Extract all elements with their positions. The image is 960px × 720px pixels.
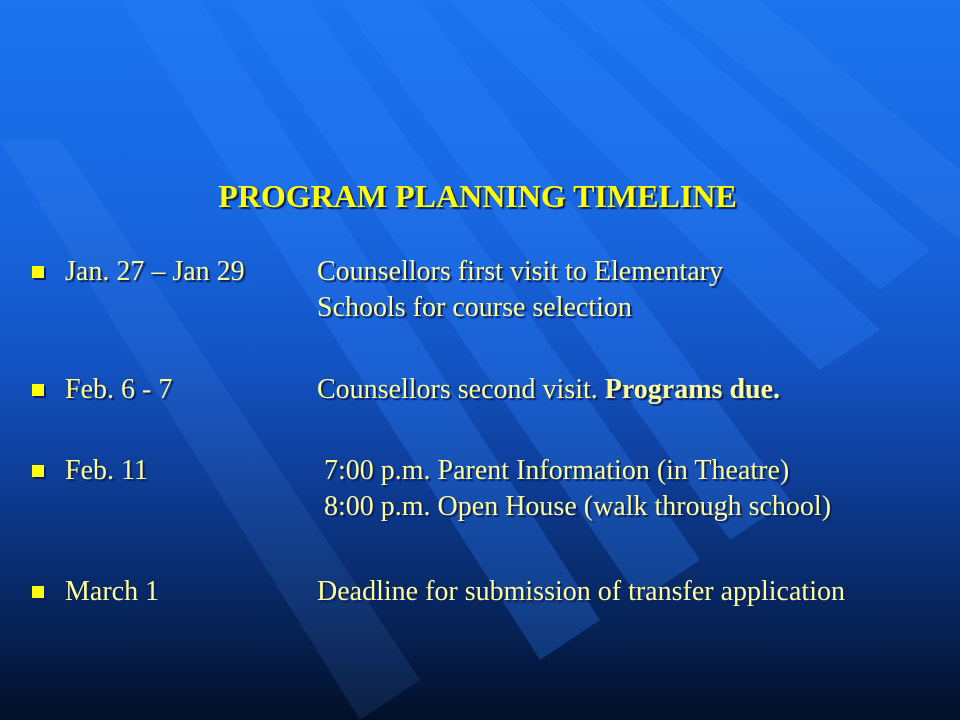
- timeline-description: Deadline for submission of transfer application: [317, 576, 845, 607]
- timeline-date: Jan. 27 – Jan 29: [65, 256, 245, 287]
- timeline-description: 7:00 p.m. Parent Information (in Theatre): [317, 455, 790, 486]
- slide-title: PROGRAM PLANNING TIMELINE: [218, 178, 737, 214]
- timeline-description: [317, 372, 780, 408]
- square-bullet-icon: [32, 384, 44, 396]
- timeline-date: Feb. 11: [65, 455, 148, 486]
- programs-due-text: Programs due.: [604, 374, 781, 405]
- timeline-date: March 1: [65, 576, 160, 607]
- square-bullet-icon: [32, 266, 44, 278]
- square-bullet-icon: [32, 586, 44, 598]
- timeline-description: Counsellors first visit to Elementary: [317, 256, 723, 287]
- square-bullet-icon: [32, 465, 44, 477]
- timeline-description-text: Counsellors second visit.: [317, 374, 605, 405]
- timeline-description: 8:00 p.m. Open House (walk through school): [317, 491, 832, 522]
- timeline-date: Feb. 6 - 7: [65, 374, 173, 405]
- timeline-description: Schools for course selection: [317, 292, 632, 323]
